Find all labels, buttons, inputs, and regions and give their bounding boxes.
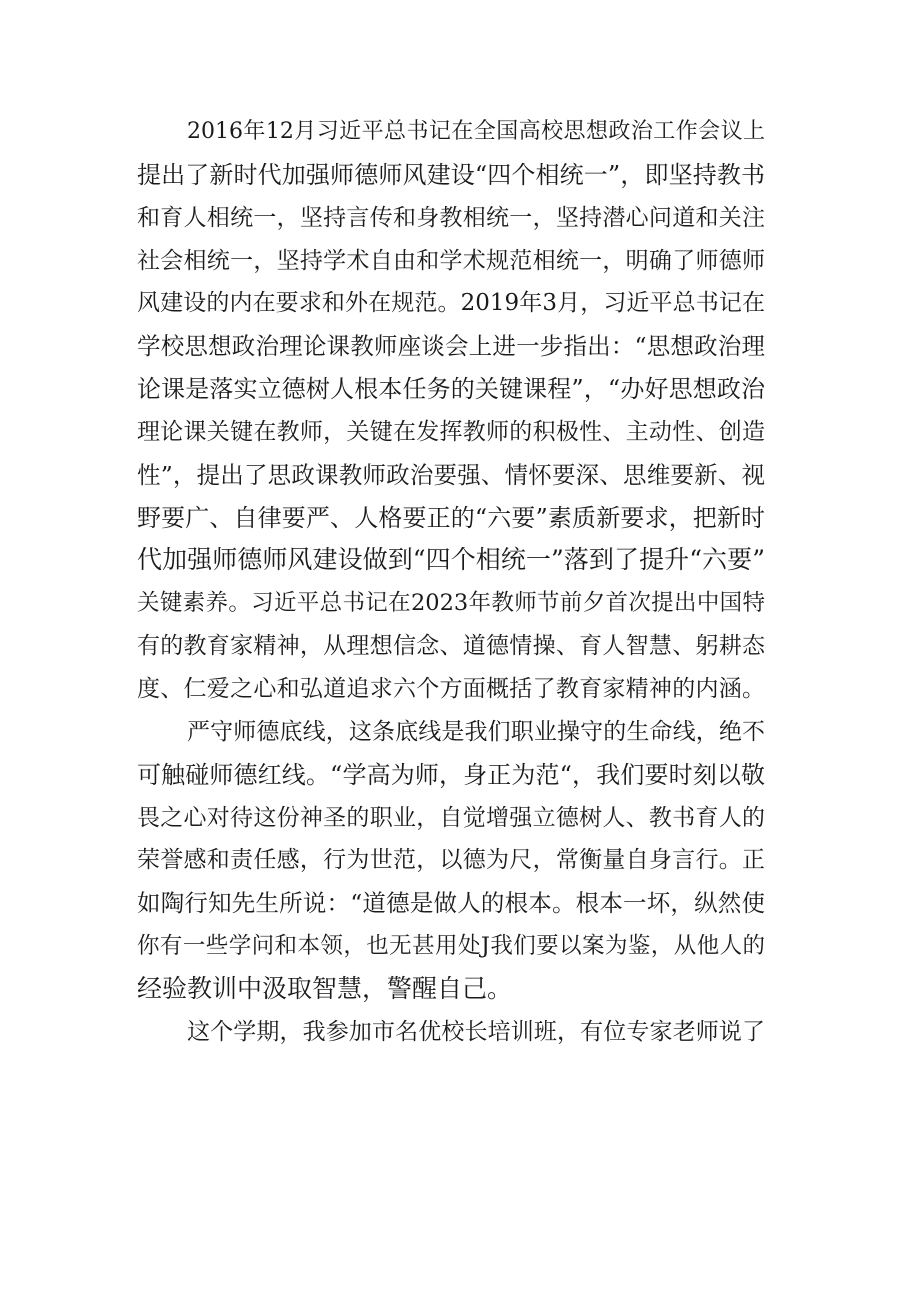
text-line: 野要广、自律要严、人格要正的“六要”素质新要求，把新时: [137, 503, 765, 532]
text-line: 论课是落实立德树人根本任务的关键课程”，“办好思想政治: [137, 375, 765, 404]
text-line: 理论课关键在教师，关键在发挥教师的积极性、主动性、创造: [137, 418, 765, 445]
text-line: 畏之心对待这份神圣的职业，自觉增强立德树人、教书育人的: [137, 804, 765, 831]
text-line: 2016年12月习近平总书记在全国高校思想政治工作会议上: [187, 119, 765, 144]
text-line: 经验教训中汲取智慧，警醒自己。: [137, 973, 513, 1003]
text-line: 代加强师德师风建设做到“四个相统一”落到了提升“六要”: [137, 545, 765, 575]
document-body: [137, 111, 765, 1054]
text-line: 和育人相统一，坚持言传和身教相统一，坚持潜心问道和关注: [137, 204, 765, 231]
text-line: 关键素养。习近平总书记在2023年教师节前夕首次提出中国特: [137, 590, 765, 617]
text-line: 你有一些学问和本领，也无甚用处J我们要以案为鉴，从他人的: [137, 933, 765, 960]
paragraph-3: [137, 1011, 765, 1054]
text-line: 度、仁爱之心和弘道追求六个方面概括了教育家精神的内涵。: [137, 675, 765, 702]
text-line: 这个学期，我参加市名优校长培训班，有位专家老师说了: [187, 1018, 765, 1045]
text-line: 提出了新时代加强师德师风建设“四个相统一”，即坚持教书: [137, 160, 765, 189]
text-line: 性”，提出了思政课教师政治要强、情怀要深、思维要新、视: [137, 460, 765, 489]
text-line: 有的教育家精神，从理想信念、道德情操、育人智慧、躬耕态: [137, 633, 765, 660]
paragraph-1: [137, 111, 765, 711]
text-line: 风建设的内在要求和外在规范。2019年3月，习近平总书记在: [137, 290, 765, 317]
text-line: 严守师德底线，这条底线是我们职业操守的生命线，绝不: [187, 718, 765, 745]
text-line: 如陶行知先生所说：“道德是做人的根本。根本一坏，纵然使: [137, 889, 765, 918]
text-line: 荣誉感和责任感，行为世范，以德为尺，常衡量自身言行。正: [137, 847, 765, 874]
text-line: 可触碰师德红线。“学高为师，身正为范“，我们要时刻以敬: [137, 760, 765, 789]
text-line: 社会相统一，坚持学术自由和学术规范相统一，明确了师德师: [137, 247, 765, 274]
text-line: 学校思想政治理论课教师座谈会上进一步指出：“思想政治理: [137, 332, 765, 361]
paragraph-2: [137, 711, 765, 1011]
